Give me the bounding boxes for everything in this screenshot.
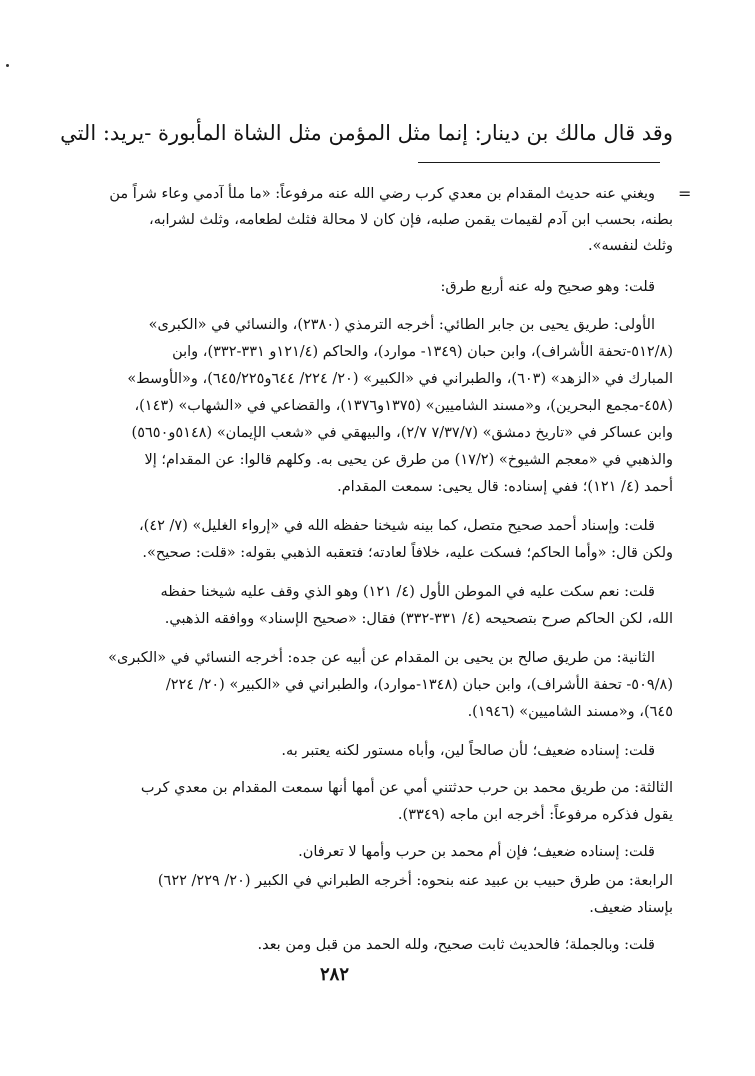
footnote-line: الثالثة: من طريق محمد بن حرب حدثتني أمي عن أمها أنها سمعت المقدام بن معدي كرب	[140, 780, 673, 796]
footnote-line: الثانية: من طريق صالح بن يحيى بن المقدام عن أبيه عن جده: أخرجه النسائي في «الكبرى»	[108, 650, 655, 666]
footnote-line: الأولى: طريق يحيى بن جابر الطائي: أخرجه الترمذي (٢٣٨٠)، والنسائي في «الكبرى»	[148, 317, 655, 333]
footnote-divider	[418, 162, 660, 163]
footnote-line: قلت: إسناده ضعيف؛ لأن صالحاً لين، وأباه مستور لكنه يعتبر به.	[281, 743, 655, 759]
footnote-line: (٤٥٨-مجمع البحرين)، و«مسند الشاميين» (١٣٧٥و١٣٧٦)، والقضاعي في «الشهاب» (١٤٣)،	[134, 398, 673, 414]
footnote-line: بإسناد ضعيف.	[589, 900, 673, 916]
footnote-line: (٥١٢/٨-تحفة الأشراف)، وابن حبان (١٣٤٩- موارد)، والحاكم (١٢١/٤و ٣٣١-٣٣٢)، وابن	[172, 344, 673, 360]
footnote-line: قلت: وإسناد أحمد صحيح متصل، كما بينه شيخنا حفظه الله في «إرواء الغليل» (٧/ ٤٢)،	[138, 518, 655, 534]
main-text-line: وقد قال مالك بن دينار: إنما مثل المؤمن مثل الشاة المأبورة -يريد: التي	[60, 121, 673, 145]
footnote-line: والذهبي في «معجم الشيوخ» (١٧/٢) من طرق عن يحيى به. وكلهم قالوا: عن المقدام؛ إلا	[144, 452, 673, 468]
footnote-line: وثلث لنفسه».	[587, 238, 673, 254]
margin-mark	[6, 64, 9, 67]
footnote-line: وابن عساكر في «تاريخ دمشق» (٧/٣٧/٧ ٢/٧)، والبيهقي في «شعب الإيمان» (٥١٤٨و٥٦٥٠)	[131, 425, 673, 441]
footnote-line: (٥٠٩/٨- تحفة الأشراف)، وابن حبان (١٣٤٨-موارد)، والطبراني في «الكبير» (٢٠/ ٢٢٤/	[165, 677, 673, 693]
footnote-line: قلت: نعم سكت عليه في الموطن الأول (٤/ ١٢١) وهو الذي وقف عليه شيخنا حفظه	[160, 584, 655, 600]
footnote-line: بطنه، بحسب ابن آدم لقيمات يقمن صلبه، فإن كان لا محالة فثلث لطعامه، وثلث لشرابه،	[149, 212, 673, 228]
footnote-line: قلت: وبالجملة؛ فالحديث ثابت صحيح، ولله الحمد من قبل ومن بعد.	[257, 937, 655, 953]
footnote-line: يقول فذكره مرفوعاً: أخرجه ابن ماجه (٣٣٤٩).	[397, 807, 673, 823]
footnote-line: أحمد (٤/ ١٢١)؛ ففي إسناده: قال يحيى: سمعت المقدام.	[337, 479, 673, 495]
footnote-line: قلت: إسناده ضعيف؛ فإن أم محمد بن حرب وأمها لا تعرفان.	[298, 844, 655, 860]
continuation-mark: =	[678, 184, 692, 203]
footnote-line: قلت: وهو صحيح وله عنه أربع طرق:	[440, 279, 655, 295]
footnote-line: الرابعة: من طرق حبيب بن عبيد عنه بنحوه: أخرجه الطبراني في الكبير (٢٠/ ٢٢٩/ ٦٢٢)	[157, 873, 673, 889]
footnote-line: ويغني عنه حديث المقدام بن معدي كرب رضي الله عنه مرفوعاً: «ما ملأ آدمي وعاء شراً من	[109, 186, 655, 202]
footnote-line: ولكن قال: «وأما الحاكم؛ فسكت عليه، خلافاً لعادته؛ فتعقبه الذهبي بقوله: «قلت: صحيح».	[142, 545, 673, 561]
footnote-line: ٦٤٥)، و«مسند الشاميين» (١٩٤٦).	[467, 704, 673, 720]
footnote-line: المبارك في «الزهد» (٦٠٣)، والطبراني في «الكبير» (٢٠/ ٢٢٤/ ٦٤٤و٦٤٥/٢٢٥)، و«الأوسط»	[127, 371, 673, 387]
page-number: ٢٨٢	[320, 964, 350, 985]
footnote-line: الله، لكن الحاكم صرح بتصحيحه (٤/ ٣٣١-٣٣٢) فقال: «صحيح الإسناد» ووافقه الذهبي.	[164, 611, 673, 627]
